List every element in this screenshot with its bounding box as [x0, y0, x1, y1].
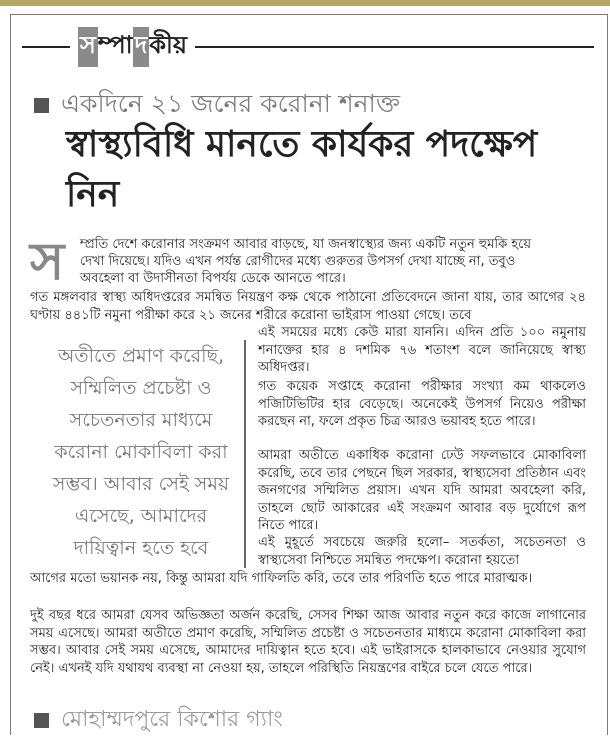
- square-bullet-icon: [34, 713, 49, 728]
- intro-line-2: দেখা দিয়েছে। যদিও এখন পর্যন্ত রোগীদের মধ্যে গুরুতর উপসর্গ দেখা যাচ্ছে না, তবুও: [80, 254, 516, 269]
- next-headline: মোহাম্মদপুরে কিশোর গ্যাং: [61, 707, 283, 732]
- pull-quote: অতীতে প্রমাণ করেছি, সম্মিলিত প্রচেষ্টা ও সচেতনতার মাধ্যমে করোনা মোকাবিলা করা সম্ভব। আবার সেই সময় এসেছে, আমাদের দায়িত্বান হতে হবে: [52, 345, 230, 559]
- headline: স্বাস্থ্যবিধি মানতে কার্যকর পদক্ষেপ নিন: [66, 124, 538, 215]
- pull-quote-rule: [244, 340, 246, 568]
- paragraph-2: গত মঙ্গলবার স্বাস্থ্য অধিদপ্তরের সমন্বিত নিয়ন্ত্রণ কক্ষ থেকে পাঠানো প্রতিবেদনে জানা যায়, তার আগের ২৪ ঘণ্টায় ৪৪১টি নমুনা পরীক্ষা করে ২১ জনের শরীরে করোনা ভাইরাস পাওয়া গেছে। তবে: [30, 290, 586, 323]
- section-masthead: [70, 30, 195, 64]
- masthead-part-4: কীয়: [149, 31, 188, 59]
- column-paragraph-2: গত কয়েক সপ্তাহে করোনা পরীক্ষার সংখ্যা কম থাকলেও পজিটিভিটির হার বেড়েছে। অনেকেই উপসর্গ নিয়েও পরীক্ষা করছেন না, ফলে প্রকৃত চিত্র আরও ভয়াবহ হতে পারে।: [258, 379, 586, 429]
- intro-line-3: অবহেলা বা উদাসীনতা বিপর্যয় ডেকে আনতে পারে।: [80, 271, 346, 286]
- next-article-teaser: [34, 702, 283, 739]
- column-paragraph-1: এই সময়ের মধ্যে কেউ মারা যাননি। এদিন প্রতি ১০০ নমুনায় শনাক্তের হার ৪ দশমিক ৭৬ শতাংশ বলে জানিয়েছে স্বাস্থ্য অধিদপ্তর।: [258, 325, 586, 375]
- paragraph-last: দুই বছর ধরে আমরা যেসব অভিজ্ঞতা অর্জন করেছি, সেসব শিক্ষা আজ আবার নতুন করে কাজে লাগানোর সময় এসেছে। আমরা অতীতে প্রমাণ করেছি, সম্মিলিত প্রচেষ্টা ও সচেতনতার মাধ্যমে করোনা মোকাবিলা করা সম্ভব। আবার সেই সময় এসেছে, আমাদের দায়িত্বান হতে হবে। এই ভাইরাসকে হালকাভাবে নেওয়ার সুযোগ নেই। এখনই যদি যথাযথ ব্যবস্থা না নেওয়া হয়, তাহলে পরিস্থিতি নিয়ন্ত্রণের বাইরে চলে যেতে পারে।: [30, 608, 586, 676]
- top-accent-bar: [0, 0, 610, 6]
- paragraph-continued: আগের মতো ভয়ানক নয়, কিন্তু আমরা যদি গাফিলতি করি, তবে তার পরিণতি হতে পারে মারাত্মক।: [30, 571, 533, 586]
- square-bullet-icon: [34, 98, 49, 113]
- drop-cap: স: [30, 232, 65, 292]
- kicker-text: একদিনে ২১ জনের করোনা শনাক্ত: [61, 89, 401, 118]
- masthead-part-2: ম্পা: [97, 31, 133, 59]
- column-paragraph-3: আমরা অতীতে একাধিক করোনা ঢেউ সফলভাবে মোকাবিলা করেছি, তবে তার পেছনে ছিল সরকার, স্বাস্থ্যসেবা প্রতিষ্ঠান এবং জনগণের সম্মিলিত প্রয়াস। এখন যদি আমরা অবহেলা করি, তাহলে ছোট আকারের এই সংক্রমণ আবার বড় দুর্যোগে রূপ নিতে পারে।: [258, 448, 586, 533]
- masthead-part-3: দ: [133, 27, 150, 67]
- column-paragraph-4: এই মুহূর্তে সবচেয়ে জরুরি হলো– সতর্কতা, সচেতনতা ও স্বাস্থ্যসেবা নিশ্চিতে সমন্বিত পদক্ষেপ। করোনা হয়তো: [258, 535, 586, 568]
- intro-line-1: ম্প্রতি দেশে করোনার সংক্রমণ আবার বাড়ছে, যা জনস্বাস্থ্যের জন্য একটি নতুন হুমকি হয়ে: [80, 237, 532, 252]
- masthead-part-1: স: [78, 27, 98, 67]
